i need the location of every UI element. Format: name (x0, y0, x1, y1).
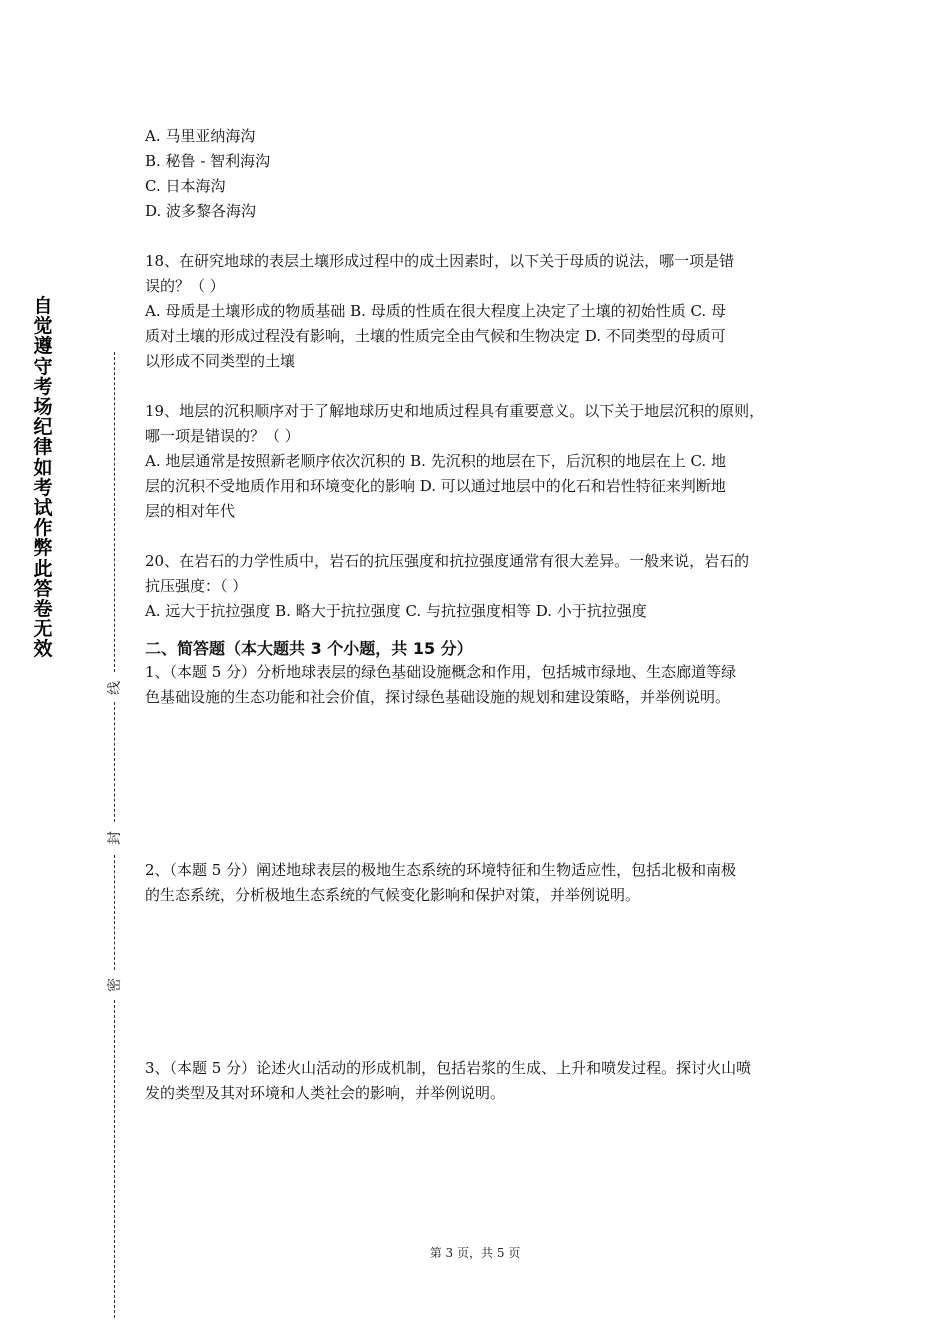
option: C. 日本海沟 (145, 177, 226, 195)
seal-dashed-line (114, 352, 115, 672)
section-title-short-answer: 二、简答题（本大题共 3 个小题，共 15 分） (145, 639, 473, 658)
question-options: 层的沉积不受地质作用和环境变化的影响 D. 可以通过地层中的化石和岩性特征来判断地 (145, 477, 726, 495)
question-stem: 18、在研究地球的表层土壤形成过程中的成土因素时，以下关于母质的说法，哪一项是错 (145, 252, 735, 270)
option: B. 秘鲁 - 智利海沟 (145, 152, 271, 170)
question-stem: 的生态系统，分析极地生态系统的气候变化影响和保护对策，并举例说明。 (145, 886, 641, 904)
seal-char-xian: 线 (107, 678, 123, 698)
option: D. 波多黎各海沟 (145, 202, 257, 220)
question-stem: 2、（本题 5 分）阐述地球表层的极地生态系统的环境特征和生物适应性，包括北极和南极 (145, 861, 737, 879)
short-answer-3 (145, 1056, 815, 1106)
seal-dashed-line (114, 1000, 115, 1318)
question-20 (145, 549, 815, 624)
question-options: A. 地层通常是按照新老顺序依次沉积的 B. 先沉积的地层在下，后沉积的地层在上 C. 地 (145, 452, 726, 470)
question-options: A. 母质是土壤形成的物质基础 B. 母质的性质在很大程度上决定了土壤的初始性质 C. 母 (145, 302, 726, 320)
option: A. 马里亚纳海沟 (145, 127, 256, 145)
question-stem: 3、（本题 5 分）论述火山活动的形成机制，包括岩浆的生成、上升和喷发过程。探讨火山喷 (145, 1059, 752, 1077)
seal-char-feng: 封 (107, 828, 123, 848)
question-options: 层的相对年代 (145, 502, 236, 520)
seal-dashed-line (114, 855, 115, 970)
question-stem: 哪一项是错误的？（ ） (145, 427, 300, 445)
answer-space[interactable] (145, 710, 815, 858)
question-stem: 抗压强度：（ ） (145, 577, 248, 595)
short-answer-1 (145, 660, 815, 710)
question-options: 质对土壤的形成过程没有影响，土壤的性质完全由气候和生物决定 D. 不同类型的母质可 (145, 327, 726, 345)
answer-space[interactable] (145, 908, 815, 1056)
page-number: 第 3 页，共 5 页 (429, 1246, 521, 1260)
seal-char-mi: 密 (107, 975, 123, 995)
question-19 (145, 399, 815, 524)
question-stem: 20、在岩石的力学性质中，岩石的抗压强度和抗拉强度通常有很大差异。一般来说，岩石的 (145, 552, 750, 570)
q17-options (145, 124, 815, 224)
question-options: A. 远大于抗拉强度 B. 略大于抗拉强度 C. 与抗拉强度相等 D. 小于抗拉强度 (145, 602, 647, 620)
short-answer-2 (145, 858, 815, 908)
question-options: 以形成不同类型的土壤 (145, 352, 296, 370)
seal-dashed-line (114, 702, 115, 822)
exam-discipline-notice: 自觉遵守考场纪律如考试作弊此答卷无效 (33, 295, 53, 661)
question-stem: 发的类型及其对环境和人类社会的影响，并举例说明。 (145, 1084, 506, 1102)
question-18 (145, 249, 815, 374)
question-stem: 误的？（ ） (145, 277, 225, 295)
question-stem: 色基础设施的生态功能和社会价值，探讨绿色基础设施的规划和建设策略，并举例说明。 (145, 688, 731, 706)
question-stem: 19、地层的沉积顺序对于了解地球历史和地质过程具有重要意义。以下关于地层沉积的原则， (145, 402, 765, 420)
page-content (145, 124, 815, 1106)
question-stem: 1、（本题 5 分）分析地球表层的绿色基础设施概念和作用，包括城市绿地、生态廊道等绿 (145, 663, 737, 681)
